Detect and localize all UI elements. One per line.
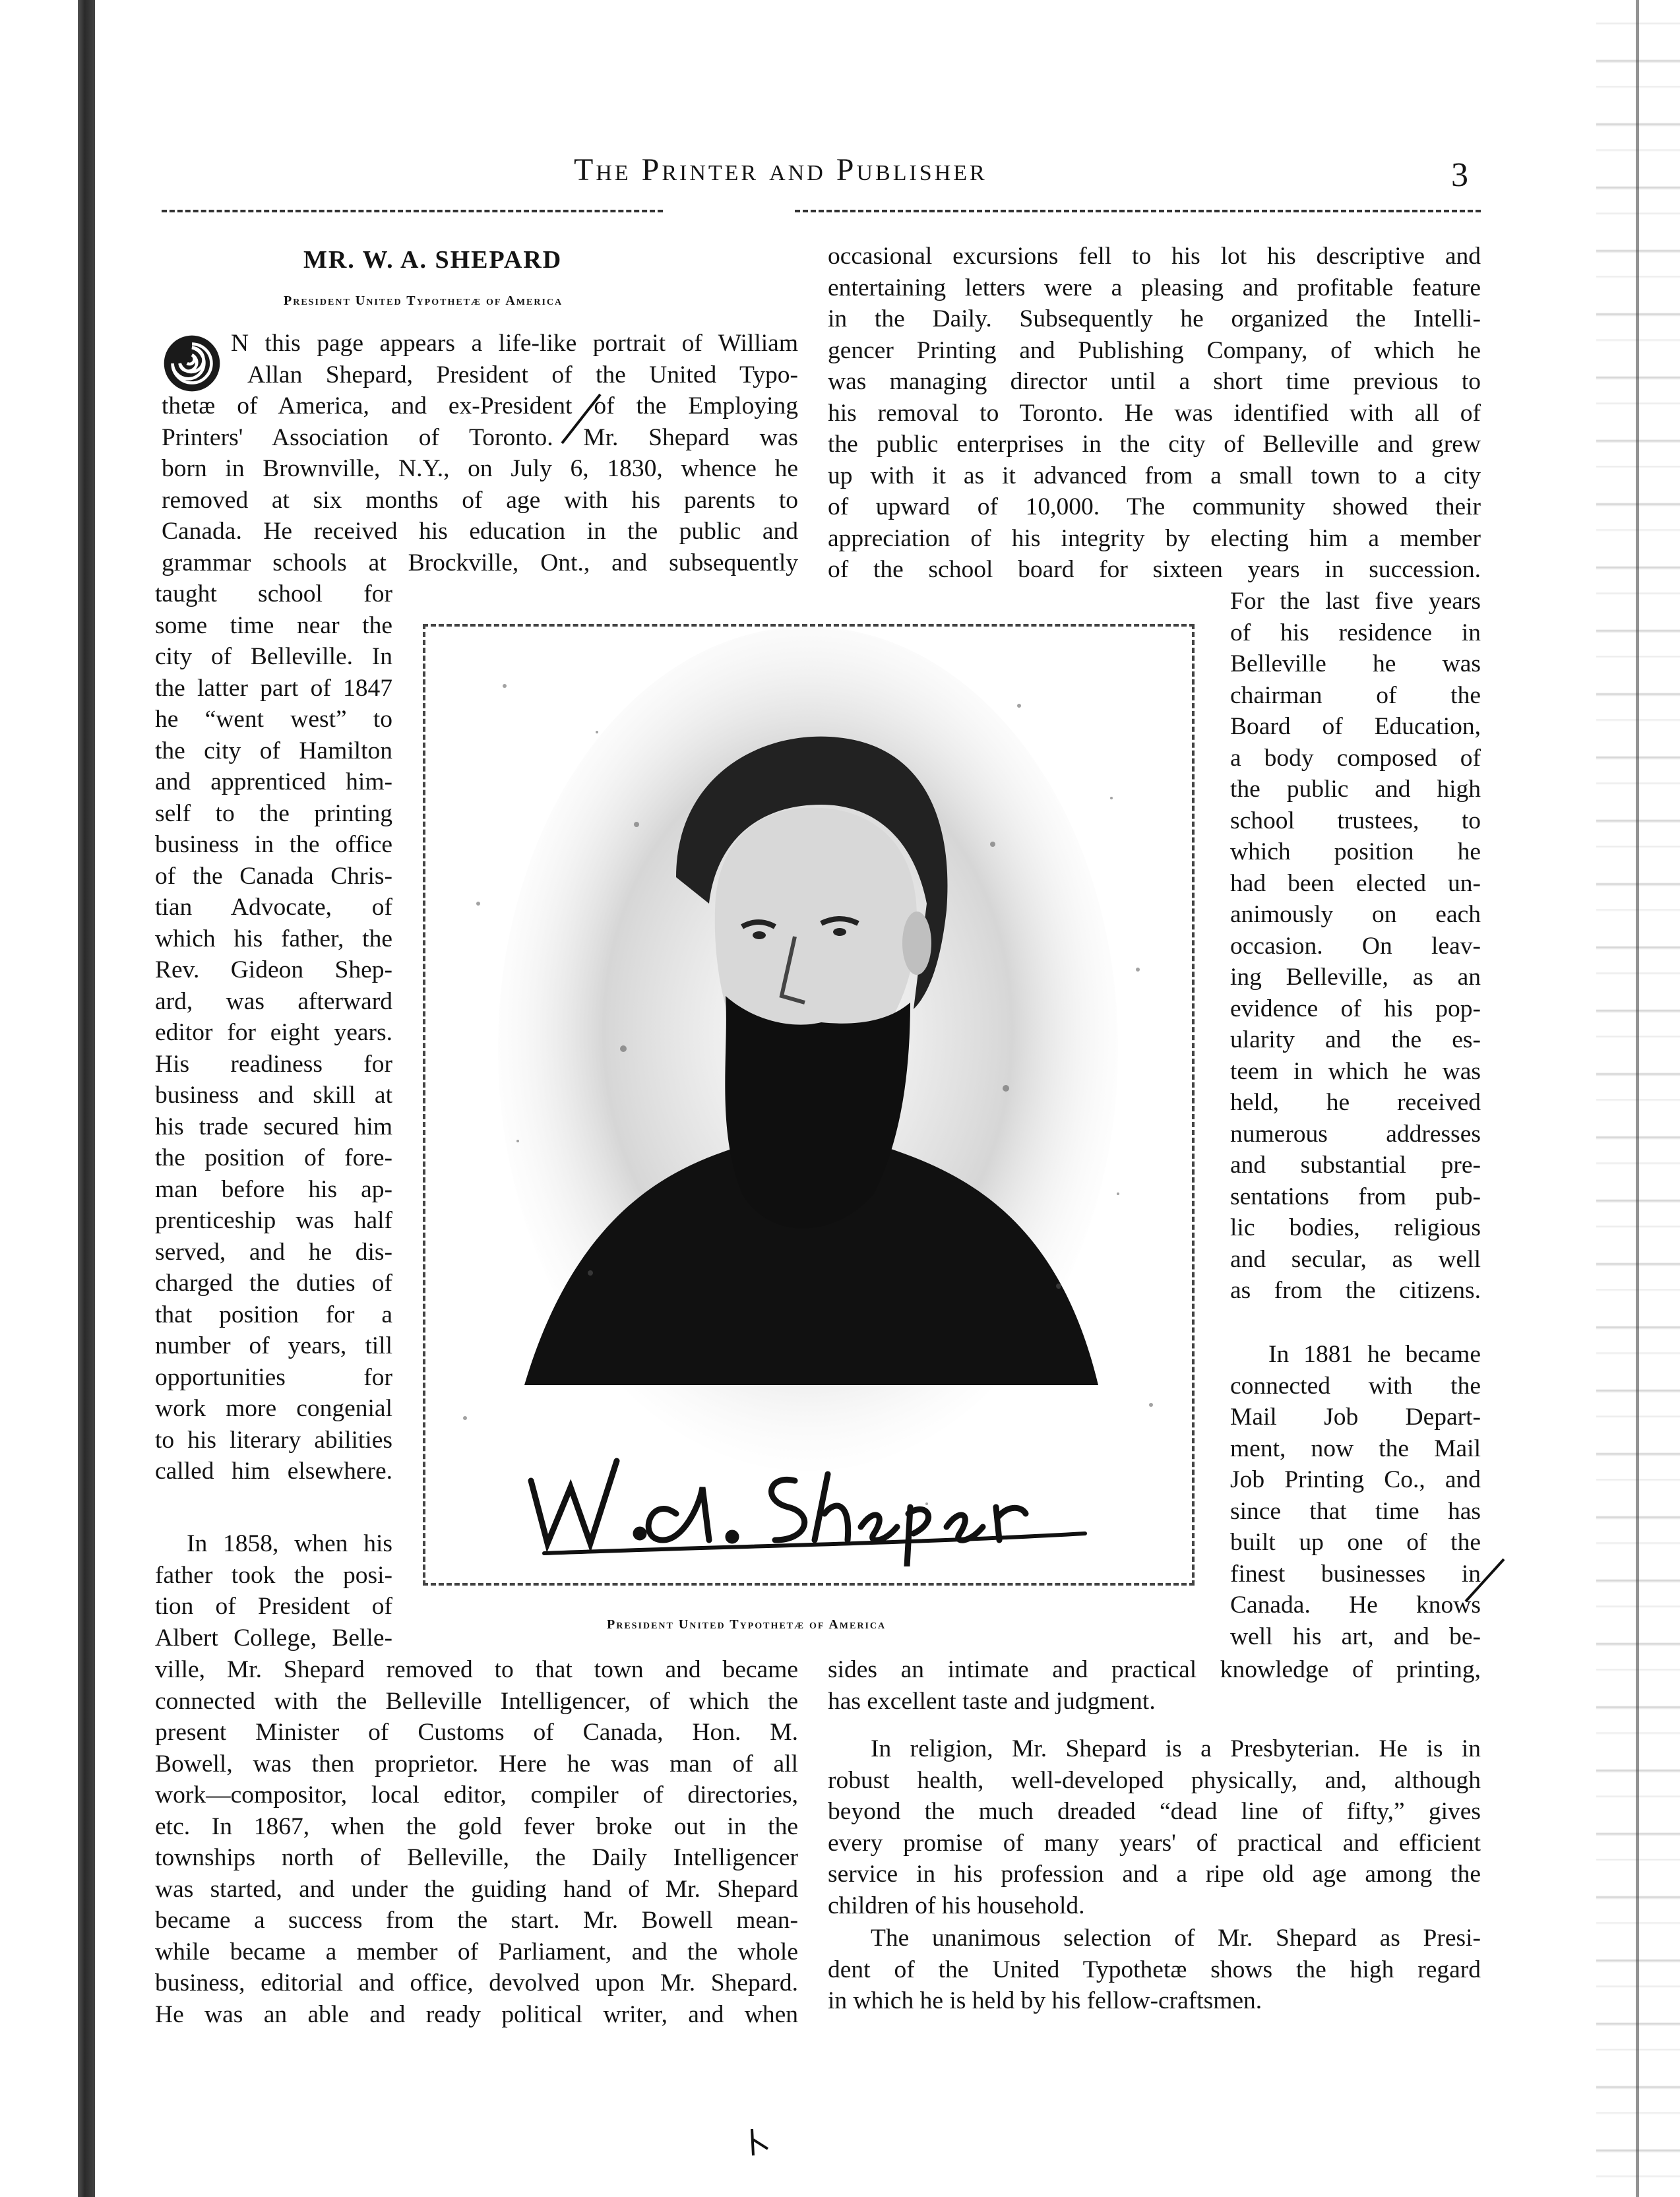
page-number: 3 [1451,156,1468,194]
text-line: self to the printing [155,799,392,827]
text-line: ard, was afterward [155,987,392,1015]
text-line: Canada. He knows [1230,1592,1481,1619]
header-rule-left [162,210,663,212]
text-line: has excellent taste and judgment. [828,1687,1156,1715]
running-head: The Printer and Publisher [574,152,987,187]
text-line: his trade secured him [155,1113,392,1140]
text-line: Board of Education, [1230,713,1481,740]
text-line: Belleville he was [1230,650,1481,677]
text-line: numerous addresses [1230,1120,1481,1148]
column-2-paragraph-selection [828,1923,1481,2017]
text-line: the city of Hamilton [155,737,392,764]
text-line: the public enterprises in the city of Belleville and grew [828,431,1481,458]
text-line: the public and high [1230,776,1481,803]
text-line: In religion, Mr. Shepard is a Presbyterian. He is in [871,1735,1481,1762]
text-line: service in his profession and a ripe old age among the [828,1861,1481,1888]
text-line: N this page appears a life-like portrait of William [231,330,798,357]
text-line: removed at six months of age with his parents to [162,486,798,514]
text-line: the position of fore- [155,1144,392,1171]
text-line: was started, and under the guiding hand of Mr. Shepard [155,1875,798,1903]
column-2-paragraph-religion [828,1733,1481,1921]
text-line: Mail Job Depart- [1230,1404,1481,1431]
page-edge-line [1636,0,1639,2197]
page-binding-shadow [78,0,95,2197]
text-line: and secular, as well [1230,1245,1481,1273]
text-line: robust health, well-developed physically, and, although [828,1766,1481,1794]
text-line: served, and he dis- [155,1238,392,1266]
text-line: of his residence in [1230,619,1481,646]
text-line: etc. In 1867, when the gold fever broke out in the [155,1812,798,1840]
text-line: business, editorial and office, devolved upon Mr. Shepard. [155,1969,798,1996]
text-line: dent of the United Typothetæ shows the high regard [828,1956,1481,1983]
text-line: appreciation of his integrity by electing him a member [828,524,1481,552]
text-line: of the Canada Chris- [155,862,392,890]
column-1-bottom [155,1654,798,2030]
text-line: In 1881 he became [1268,1341,1481,1368]
text-line: a body composed of [1230,744,1481,772]
text-line: work—compositor, local editor, compiler of directories, [155,1781,798,1809]
text-line: finest businesses in [1230,1560,1481,1588]
text-line: ville, Mr. Shepard removed to that town and became [155,1656,798,1683]
text-line: had been elected un- [1230,869,1481,897]
text-line: tion of President of [155,1593,392,1620]
text-line: prenticeship was half [155,1207,392,1234]
text-line: which his father, the [155,925,392,952]
text-line: Allan Shepard, President of the United Typo- [247,361,798,388]
text-line: children of his household. [828,1892,1085,1919]
text-line: townships north of Belleville, the Daily Intelligencer [155,1844,798,1871]
text-line: teem in which he was [1230,1057,1481,1085]
text-line: He was an able and ready political writer, and when [155,2000,798,2028]
text-line: The unanimous selection of Mr. Shepard as Presi- [871,1925,1481,1952]
text-line: in the Daily. Subsequently he organized the Intelli- [828,305,1481,332]
text-line: was managing director until a short time previous to [828,368,1481,395]
text-line: entertaining letters were a pleasing and profitable feature [828,274,1481,301]
text-line: father took the posi- [155,1561,392,1589]
pencil-mark [554,390,607,450]
text-line: to his literary abilities [155,1426,392,1454]
column-1-narrow [155,578,392,1487]
portrait-photo-frame [423,624,1195,1586]
text-line: ing Belleville, as an [1230,964,1481,991]
text-line: in which he is held by his fellow-craftsmen. [828,1987,1262,2014]
text-line: occasion. On leav- [1230,932,1481,960]
text-line: connected with the [1230,1372,1481,1400]
text-line: of upward of 10,000. The community showed their [828,493,1481,520]
text-line: well his art, and be- [1230,1623,1481,1650]
text-line: sentations from pub- [1230,1183,1481,1210]
pencil-mark [747,2126,773,2159]
column-2-narrow [1230,586,1481,1307]
text-line: ment, now the Mail [1230,1435,1481,1462]
text-line: Canada. He received his education in the public and [162,518,798,545]
text-line: animously on each [1230,901,1481,928]
text-line: occasional excursions fell to his lot his descriptive and [828,243,1481,270]
column-2-bottom [828,1654,1481,1717]
article-subtitle: President United Typothetæ of America [284,294,563,308]
column-1-top [162,328,798,578]
text-line: and substantial pre- [1230,1152,1481,1179]
text-line: opportunities for [155,1363,392,1391]
article-title: MR. W. A. SHEPARD [303,246,563,274]
text-line: editor for eight years. [155,1019,392,1046]
text-line: chairman of the [1230,681,1481,709]
text-line: business in the office [155,831,392,858]
text-line: his removal to Toronto. He was identified with all of [828,399,1481,427]
header-rule-right [795,210,1481,212]
text-line: since that time has [1230,1497,1481,1525]
text-line: ularity and the es- [1230,1026,1481,1053]
text-line: In 1858, when his [187,1530,392,1557]
text-line: built up one of the [1230,1529,1481,1556]
text-line: held, he received [1230,1089,1481,1116]
text-line: work more congenial [155,1395,392,1422]
text-line: which position he [1230,838,1481,865]
text-line: Rev. Gideon Shep- [155,956,392,983]
text-line: city of Belleville. In [155,643,392,670]
column-2-top [828,241,1481,586]
text-line: evidence of his pop- [1230,995,1481,1022]
text-line: grammar schools at Brockville, Ont., and subsequently [162,549,798,576]
text-line: business and skill at [155,1082,392,1109]
text-line: of the school board for sixteen years in succession. [828,556,1481,583]
text-line: he “went west” to [155,706,392,733]
text-line: up with it as it advanced from a small town to a city [828,462,1481,489]
text-line: while became a member of Parliament, and the whole [155,1938,798,1965]
text-line: and apprenticed him- [155,768,392,795]
text-line: some time near the [155,611,392,639]
text-line: Job Printing Co., and [1230,1466,1481,1493]
text-line: For the last five years [1230,588,1481,615]
signature-image [518,1435,1098,1566]
text-line: the latter part of 1847 [155,674,392,702]
text-line: called him elsewhere. [155,1458,392,1485]
text-line: sides an intimate and practical knowledge of printing, [828,1656,1481,1683]
text-line: charged the duties of [155,1270,392,1297]
text-line: Bowell, was then proprietor. Here he was man of all [155,1750,798,1778]
text-line: lic bodies, religious [1230,1214,1481,1241]
text-line: born in Brownville, N.Y., on July 6, 1830, whence he [162,455,798,482]
text-line: school trustees, to [1230,807,1481,834]
text-line: as from the citizens. [1230,1277,1481,1304]
text-line: every promise of many years' of practical and efficient [828,1829,1481,1857]
column-1-narrow-2 [155,1528,392,1654]
text-line: connected with the Belleville Intelligencer, of which the [155,1687,798,1715]
text-line: taught school for [155,580,392,607]
pencil-mark [1458,1555,1510,1608]
column-2-narrow-2 [1230,1339,1481,1652]
text-line: Albert College, Belle- [155,1624,392,1652]
text-line: beyond the much dreaded “dead line of fifty,” gives [828,1798,1481,1825]
portrait-caption: President United Typothetæ of America [607,1617,887,1632]
text-line: became a success from the start. Mr. Bowell mean- [155,1907,798,1934]
text-line: man before his ap- [155,1175,392,1203]
text-line: that position for a [155,1301,392,1328]
text-line: thetæ of America, and ex-President of the Employing [162,392,798,419]
text-line: Printers' Association of Toronto. Mr. Shepard was [162,423,798,451]
text-line: His readiness for [155,1050,392,1078]
text-line: tian Advocate, of [155,894,392,921]
text-line: gencer Printing and Publishing Company, of which he [828,336,1481,364]
text-line: number of years, till [155,1332,392,1359]
text-line: present Minister of Customs of Canada, Hon. M. [155,1719,798,1746]
